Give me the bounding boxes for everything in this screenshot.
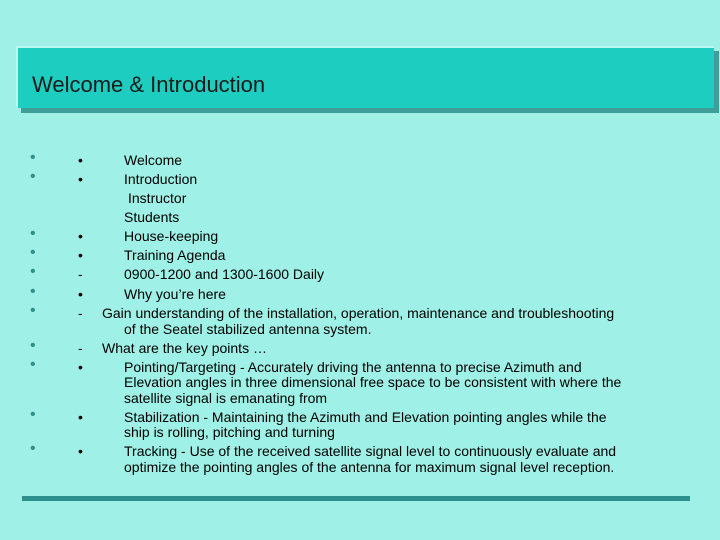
list-item — [0, 149, 720, 168]
list-item — [0, 459, 720, 475]
level1-bullet: • — [30, 406, 36, 423]
list-item — [0, 424, 720, 440]
level1-bullet: • — [30, 440, 36, 457]
level1-bullet: • — [30, 225, 36, 242]
level1-bullet: • — [30, 149, 36, 166]
list-item-text: ship is rolling, pitching and turning — [124, 424, 335, 440]
list-item — [0, 337, 720, 356]
slide-title: Welcome & Introduction — [32, 72, 266, 97]
level1-bullet: • — [30, 356, 36, 373]
footer-divider — [22, 496, 690, 501]
list-item — [0, 283, 720, 302]
list-item-text: Pointing/Targeting - Accurately driving the antenna to precise Azimuth and — [124, 359, 582, 375]
list-item-text: Elevation angles in three dimensional free space to be consistent with where the — [124, 374, 622, 390]
list-item-text: Training Agenda — [124, 247, 226, 263]
level1-bullet: • — [30, 283, 36, 300]
list-item-text: Tracking - Use of the received satellite signal level to continuously evaluate and — [124, 443, 617, 459]
level2-bullet: - — [78, 340, 83, 356]
level1-bullet: • — [30, 244, 36, 261]
level1-bullet: • — [30, 168, 36, 185]
list-item-text: optimize the pointing angles of the antenna for maximum signal level reception. — [124, 459, 615, 475]
list-item — [0, 225, 720, 244]
list-item-text: satellite signal is emanating from — [124, 390, 328, 406]
list-item-text: Gain understanding of the installation, operation, maintenance and troubleshooting — [102, 305, 615, 321]
list-item-text: Why you’re here — [124, 286, 226, 302]
list-item-text: 0900-1200 and 1300-1600 Daily — [124, 266, 325, 282]
list-item — [0, 302, 720, 321]
list-item-text: Welcome — [124, 152, 183, 168]
list-item — [0, 440, 720, 459]
list-item — [0, 244, 720, 263]
list-item-text: Instructor — [128, 190, 187, 206]
level2-bullet: • — [78, 443, 83, 459]
list-item-text: Students — [124, 209, 180, 225]
list-item-text: of the Seatel stabilized antenna system. — [124, 321, 372, 337]
list-item-text: Stabilization - Maintaining the Azimuth and Elevation pointing angles while the — [124, 409, 607, 425]
level2-bullet: - — [78, 266, 83, 282]
level2-bullet: - — [78, 305, 83, 321]
list-item — [0, 374, 720, 390]
level1-bullet: • — [30, 263, 36, 280]
list-item — [0, 390, 720, 406]
level2-bullet: • — [78, 409, 83, 425]
level2-bullet: • — [78, 286, 83, 302]
level2-bullet: • — [78, 359, 83, 375]
list-item — [0, 263, 720, 282]
level2-bullet: • — [78, 171, 83, 187]
list-item — [0, 168, 720, 187]
title-bar — [16, 46, 714, 108]
list-item — [0, 209, 720, 225]
list-item — [0, 321, 720, 337]
level1-bullet: • — [30, 302, 36, 319]
list-item-text: What are the key points … — [102, 340, 267, 356]
list-item — [0, 406, 720, 425]
list-item — [0, 190, 720, 206]
level1-bullet: • — [30, 337, 36, 354]
level2-bullet: • — [78, 152, 83, 168]
list-item-text: House-keeping — [124, 228, 219, 244]
level2-bullet: • — [78, 228, 83, 244]
list-item-text: Introduction — [124, 171, 198, 187]
list-item — [0, 356, 720, 375]
level2-bullet: • — [78, 247, 83, 263]
